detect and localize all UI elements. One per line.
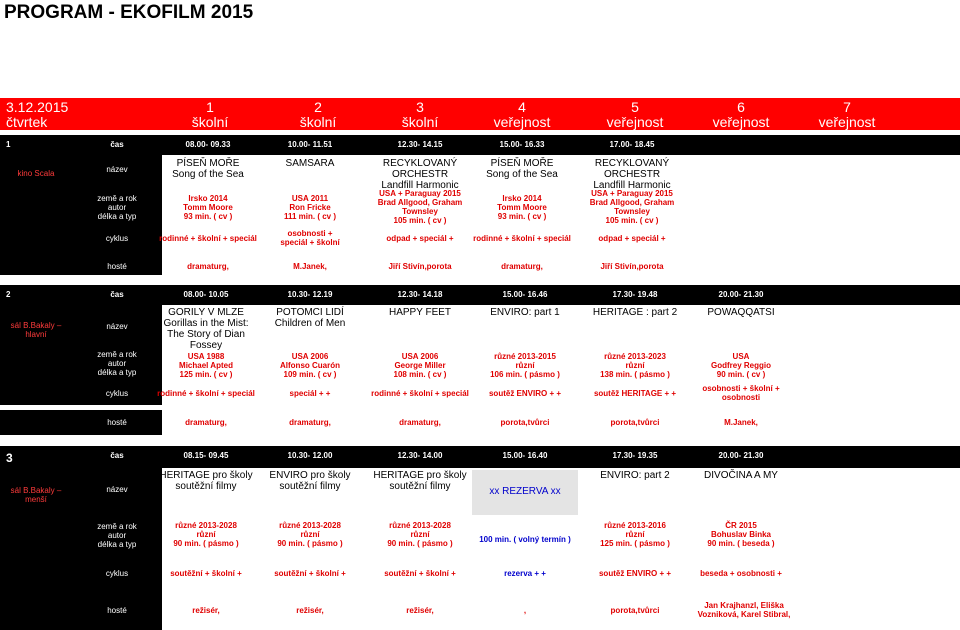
film-detail-line: USA 2006 (291, 352, 329, 361)
film-detail-line: Michael Apted (179, 361, 233, 370)
film-title-line: HERITAGE : part 2 (592, 307, 678, 318)
block2-film-6 (688, 307, 794, 318)
header-type-2: školní (299, 114, 337, 130)
block1-hoste-label: hosté (107, 262, 127, 271)
film-title-line: PÍSEŇ MOŘE (490, 158, 554, 169)
block2-time-3: 12.30- 14.18 (397, 290, 443, 299)
film-detail-line: 90 min. ( pásmo ) (277, 539, 343, 548)
block2-film-3 (367, 307, 473, 318)
film-detail-line: různí (300, 530, 320, 539)
block1-cycle-1: rodinné + školní + speciál (159, 234, 257, 243)
film-detail-line: Townsley (402, 207, 438, 216)
block3-hoste-label: hosté (107, 606, 127, 615)
film-title-line: The Story of Dian (167, 329, 245, 340)
film-title-line: Fossey (189, 340, 223, 351)
film-title-line: Song of the Sea (172, 169, 244, 180)
block2-film-4-details (472, 352, 578, 379)
film-detail-line: USA 1988 (187, 352, 225, 361)
block3-film-6-details (688, 521, 794, 548)
film-title-line: ENVIRO pro školy (269, 470, 351, 481)
block1-cycle-5: odpad + speciál + (598, 234, 666, 243)
film-title-line: ENVIRO: part 1 (490, 307, 560, 318)
film-detail-line: různé 2013-2028 (175, 521, 237, 530)
header-type-1: školní (191, 114, 229, 130)
block2-guest-2: dramaturg, (289, 418, 331, 427)
block2-cycle-5: soutěž HERITAGE + + (593, 389, 677, 398)
block1-time-2: 10.00- 11.51 (287, 140, 333, 149)
film-detail-line: 93 min. ( cv ) (497, 212, 547, 221)
film-detail-line: různé 2013-2023 (604, 352, 666, 361)
block2-guest-6: M.Janek, (724, 418, 758, 427)
block3-film-4-details (472, 535, 578, 544)
film-detail-line: Irsko 2014 (502, 194, 542, 203)
header-type-7: veřejnost (818, 114, 876, 130)
block3-guest-2: režisér, (296, 606, 324, 615)
film-detail-line: 90 min. ( cv ) (716, 370, 766, 379)
header-type-4: veřejnost (493, 114, 551, 130)
block3-hall-label (0, 468, 72, 518)
film-detail-line: USA + Paraguay 2015 (591, 189, 673, 198)
film-detail-line: 93 min. ( cv ) (183, 212, 233, 221)
block2-nazev-label: název (106, 322, 128, 331)
block3-cycle-1: soutěžní + školní + (170, 569, 242, 578)
film-title-line: RECYKLOVANÝ (594, 158, 670, 169)
block2-film-3-details (367, 352, 473, 379)
block1-cycle-4: rodinné + školní + speciál (473, 234, 571, 243)
block1-time-5: 17.00- 18.45 (609, 140, 655, 149)
block2-film-6-details (688, 352, 794, 379)
film-title-line: POTOMCI LIDÍ (276, 307, 344, 318)
block1-film-1 (155, 158, 261, 180)
block1-autor-label: autor (107, 203, 127, 212)
film-detail-line: USA + Paraguay 2015 (379, 189, 461, 198)
film-title-line: Gorillas in the Mist: (163, 318, 249, 329)
header-type-3: školní (401, 114, 439, 130)
block2-cycle-6: osobnosti + školní + osobnosti (702, 384, 780, 402)
block3-cas-label: čas (110, 451, 124, 460)
block2-cas-label: čas (110, 290, 124, 299)
film-detail-line: 125 min. ( cv ) (179, 370, 233, 379)
film-detail-line: různí (196, 530, 216, 539)
film-title-line: soutěžní filmy (175, 481, 237, 492)
film-title-line: PÍSEŇ MOŘE (176, 158, 240, 169)
film-title-line: SAMSARA (285, 158, 335, 169)
block1-film-4-details (469, 194, 575, 221)
film-title-line: HERITAGE pro školy (373, 470, 467, 481)
film-detail-line: Ron Fricke (289, 203, 331, 212)
block3-hall-text: sál B.Bakaly – menší (10, 486, 62, 504)
header-type-6: veřejnost (712, 114, 770, 130)
block1-film-3 (367, 158, 473, 191)
block1-guest-2: M.Janek, (293, 262, 327, 271)
block2-cyklus-label: cyklus (105, 389, 129, 398)
film-detail-line: George Miller (394, 361, 446, 370)
block3-film-6 (688, 470, 794, 481)
block3-cycle-3: soutěžní + školní + (384, 569, 456, 578)
film-title-line: ORCHESTR (603, 169, 661, 180)
film-title-line: Landfill Harmonic (381, 180, 459, 191)
block2-time-1: 08.00- 10.05 (183, 290, 229, 299)
film-detail-line: 138 min. ( pásmo ) (600, 370, 670, 379)
block3-time-3: 12.30- 14.00 (397, 451, 443, 460)
film-detail-line: USA 2006 (401, 352, 439, 361)
block2-film-1 (153, 307, 259, 351)
block3-cycle-2: soutěžní + školní + (274, 569, 346, 578)
film-detail-line: 111 min. ( cv ) (283, 212, 337, 221)
film-title-line: Children of Men (274, 318, 346, 329)
block2-delka-label: délka a typ (97, 368, 137, 377)
film-detail-line: 105 min. ( cv ) (605, 216, 659, 225)
film-detail-line: různé 2013-2015 (494, 352, 556, 361)
header-slot-7: 7 (843, 99, 851, 115)
block1-cyklus-label: cyklus (105, 234, 129, 243)
film-title-line: Landfill Harmonic (593, 180, 671, 191)
film-detail-line: Godfrey Reggio (710, 361, 771, 370)
header-slot-4: 4 (518, 99, 526, 115)
block1-hall-text: kino Scala (17, 169, 55, 178)
block1-time-4: 15.00- 16.33 (499, 140, 545, 149)
block3-cyklus-label: cyklus (105, 569, 129, 578)
header-slot-6: 6 (737, 99, 745, 115)
header-slot-1: 1 (206, 99, 214, 115)
film-detail-line: 90 min. ( pásmo ) (173, 539, 239, 548)
block3-time-4: 15.00- 16.40 (502, 451, 548, 460)
block1-guest-4: dramaturg, (501, 262, 543, 271)
film-title-line: HERITAGE pro školy (159, 470, 253, 481)
block1-time-1: 08.00- 09.33 (185, 140, 231, 149)
film-title-line: soutěžní filmy (279, 481, 341, 492)
block2-autor-label: autor (107, 359, 127, 368)
film-detail-line: různé 2013-2028 (279, 521, 341, 530)
film-detail-line: 108 min. ( cv ) (393, 370, 447, 379)
block2-zeme-label: země a rok (97, 350, 137, 359)
film-detail-line: 109 min. ( cv ) (283, 370, 337, 379)
block3-cycle-4: rezerva + + (504, 569, 546, 578)
film-title-line: xx REZERVA xx (489, 486, 561, 497)
film-title-line: HAPPY FEET (388, 307, 452, 318)
block2-guest-4: porota,tvůrci (500, 418, 550, 427)
film-detail-line: USA 2011 (291, 194, 329, 203)
block2-cycle-3: rodinné + školní + speciál (371, 389, 469, 398)
block3-film-1-details (153, 521, 259, 548)
block1-film-2 (257, 158, 363, 169)
header-type-5: veřejnost (606, 114, 664, 130)
page-title: PROGRAM - EKOFILM 2015 (4, 2, 254, 23)
block1-film-5 (579, 158, 685, 191)
block3-film-4 (472, 470, 578, 515)
film-detail-line: 105 min. ( cv ) (393, 216, 447, 225)
block1-time-3: 12.30- 14.15 (397, 140, 443, 149)
block1-guest-3: Jiří Stivín,porota (388, 262, 452, 271)
block3-guest-1: režisér, (192, 606, 220, 615)
film-title-line: Song of the Sea (486, 169, 558, 180)
block1-nazev-label: název (106, 165, 128, 174)
film-detail-line: Alfonso Cuarón (280, 361, 340, 370)
film-title-line: DIVOČINA A MY (704, 470, 778, 481)
block3-cycle-6: beseda + osobnosti + (700, 569, 782, 578)
block1-cycle-3: odpad + speciál + (386, 234, 454, 243)
block2-guest-1: dramaturg, (185, 418, 227, 427)
block2-guest-3: dramaturg, (399, 418, 441, 427)
film-detail-line: Irsko 2014 (188, 194, 228, 203)
block3-cycle-5: soutěž ENVIRO + + (598, 569, 672, 578)
block2-film-4 (472, 307, 578, 318)
film-detail-line: Tomm Moore (497, 203, 547, 212)
film-detail-line: Bohuslav Binka (710, 530, 771, 539)
block2-film-1-details (153, 352, 259, 379)
block3-film-2-details (257, 521, 363, 548)
block3-film-5 (582, 470, 688, 481)
block3-guest-6: Jan Krajhanzl, Eliška Vozniková, Karel Stibral, (697, 601, 791, 619)
film-detail-line: 90 min. ( beseda ) (707, 539, 775, 548)
block2-hoste-label: hosté (107, 418, 127, 427)
block3-time-2: 10.30- 12.00 (287, 451, 333, 460)
block3-film-3-details (367, 521, 473, 548)
film-title-line: ORCHESTR (391, 169, 449, 180)
film-detail-line: ČR 2015 (725, 521, 757, 530)
film-detail-line: různí (625, 361, 645, 370)
block1-zeme-label: země a rok (97, 194, 137, 203)
block3-zeme-label: země a rok (97, 522, 137, 531)
film-detail-line: Brad Allgood, Graham (589, 198, 675, 207)
film-detail-line: Tomm Moore (183, 203, 233, 212)
film-detail-line: různí (625, 530, 645, 539)
film-title-line: ENVIRO: part 2 (600, 470, 670, 481)
block2-film-2-details (257, 352, 363, 379)
block2-cycle-2: speciál + + (289, 389, 331, 398)
block1-guest-5: Jiří Stivín,porota (600, 262, 664, 271)
block1-film-3-details (367, 189, 473, 225)
block3-film-3 (367, 470, 473, 492)
block3-film-2 (257, 470, 363, 492)
film-detail-line: Brad Allgood, Graham (377, 198, 463, 207)
film-detail-line: 90 min. ( pásmo ) (387, 539, 453, 548)
header-slot-3: 3 (416, 99, 424, 115)
block1-film-1-details (155, 194, 261, 221)
block3-guest-3: režisér, (406, 606, 434, 615)
film-detail-line: různí (410, 530, 430, 539)
block3-time-6: 20.00- 21.30 (718, 451, 764, 460)
block1-film-5-details (579, 189, 685, 225)
block3-time-1: 08.15- 09.45 (183, 451, 229, 460)
block1-hall-label (0, 155, 72, 255)
block3-time-5: 17.30- 19.35 (612, 451, 658, 460)
block2-cycle-4: soutěž ENVIRO + + (488, 389, 562, 398)
film-title-line: soutěžní filmy (389, 481, 451, 492)
block3-number: 3 (6, 451, 13, 465)
film-title-line: GORILY V MLZE (168, 307, 244, 318)
block2-film-5-details (582, 352, 688, 379)
block3-autor-label: autor (107, 531, 127, 540)
block2-film-5 (582, 307, 688, 318)
block2-hall-label (0, 305, 72, 405)
block1-guest-1: dramaturg, (187, 262, 229, 271)
block2-cycle-1: rodinné + školní + speciál (157, 389, 255, 398)
block2-hall-text: sál B.Bakaly – hlavní (10, 321, 62, 339)
block3-delka-label: délka a typ (97, 540, 137, 549)
film-detail-line: 106 min. ( pásmo ) (490, 370, 560, 379)
header-date: 3.12.2015 (6, 99, 69, 115)
film-detail-line: USA (732, 352, 750, 361)
film-detail-line: 125 min. ( pásmo ) (600, 539, 670, 548)
block3-guest-4: , (523, 606, 527, 615)
block3-guest-5: porota,tvůrci (610, 606, 660, 615)
block2-time-5: 17.30- 19.48 (612, 290, 658, 299)
block2-guest-5: porota,tvůrci (610, 418, 660, 427)
block2-number: 2 (6, 290, 11, 299)
block1-film-2-details (257, 194, 363, 221)
film-detail-line: Townsley (614, 207, 650, 216)
header-slot-5: 5 (631, 99, 639, 115)
block2-time-2: 10.30- 12.19 (287, 290, 333, 299)
block3-nazev-label: název (106, 485, 128, 494)
header-slot-2: 2 (314, 99, 322, 115)
block2-time-4: 15.00- 16.46 (502, 290, 548, 299)
film-detail-line: různé 2013-2028 (389, 521, 451, 530)
block2-film-2 (257, 307, 363, 329)
film-title-line: POWAQQATSI (707, 307, 775, 318)
block1-film-4 (469, 158, 575, 180)
header-day: čtvrtek (6, 114, 48, 130)
film-title-line: RECYKLOVANÝ (382, 158, 458, 169)
block1-cas-label: čas (110, 140, 124, 149)
block1-cycle-2: osobnosti + speciál + školní (280, 229, 340, 247)
film-detail-line: různí (515, 361, 535, 370)
block1-delka-label: délka a typ (97, 212, 137, 221)
block3-film-5-details (582, 521, 688, 548)
film-detail-line: 100 min. ( volný termín ) (479, 535, 571, 544)
block2-time-6: 20.00- 21.30 (718, 290, 764, 299)
block1-number: 1 (6, 140, 11, 149)
film-detail-line: různé 2013-2016 (604, 521, 666, 530)
block3-film-1 (153, 470, 259, 492)
